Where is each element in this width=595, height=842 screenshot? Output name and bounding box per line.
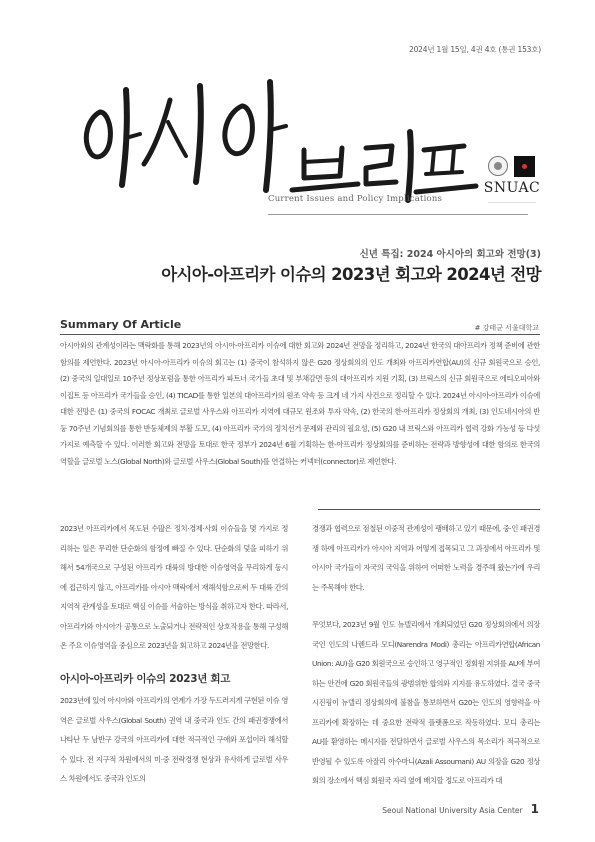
asia-center-mark-icon <box>514 156 535 177</box>
page-footer <box>382 802 539 816</box>
institution-name: SNUAC <box>483 180 541 196</box>
body-paragraph: 2023년 아프리카에서 목도된 수많은 정치·경제·사회 이슈들을 몇 가지로 정리하는 일은 무리한 단순화의 함정에 빠질 수 있다. 단순화의 덫을 피하기 위해서 54개국으로 구성된 아프리카 대륙의 방대한 이슈영역을 무리하게 동시에 접근하지 않고, 아프리카를 아시아 맥락에서 재해석함으로써 두 대륙 간의 지역적 관계성을 토대로 핵심 이슈를 서술하는 방식을 취하고자 한다. 따라서, 아프리카와 아시아가 공통으로 노출되거나 전략적인 상호작용을 통해 구성해 온 주요 이슈영역을 중심으로 2023년을 회고하고 2024년을 전망한다. <box>60 524 288 650</box>
body-column-right <box>312 519 540 791</box>
brush-logo-icon <box>60 60 480 210</box>
section-heading: 아시아-아프리카 이슈의 2023년 회고 <box>60 672 231 685</box>
body-column-left <box>60 519 288 789</box>
summary-end-divider <box>318 509 540 510</box>
asia-brief-logo <box>60 60 480 210</box>
summary-divider <box>60 334 540 335</box>
author-byline: # 강태균 서울대학교 <box>474 324 539 332</box>
snuac-logo <box>480 154 544 220</box>
footer-institution: Seoul National University Asia Center <box>382 806 523 815</box>
institution-subtext-icon: ———————————— <box>488 200 536 205</box>
body-paragraph: 무엇보다, 2023년 9월 인도 뉴델리에서 개최되었던 G20 정상회의에서 의장국인 인도의 나렌드라 모디(Narendra Modi) 총리는 아프리카연합(African Union: AU)을 G20 회원국으로 승인하고 영구적인 정회원 지위를 AU에 부여하는 안건에 G20 회원국들의 광범위한 합의와 지지를 유도하였다. 결국 중국 시진핑이 뉴델리 정상회의에 불참을 통보하면서 G20는 인도의 영향력을 아프리카에 확장하는 데 중요한 전략적 플랫폼으로 작동하였다. 모디 총리는 AU를 환영하는 메시지를 전달하면서 글로벌 사우스의 목소리가 적극적으로 반영될 수 있도록 아잘리 아수마니(Azali Assoumani) AU 의장을 G20 정상회의 장소에서 핵심 회원국 자리 옆에 배치할 정도로 아프리카 대 <box>312 620 540 785</box>
body-paragraph: 2023년에 있어 아시아와 아프리카의 연계가 가장 두드러지게 구현된 이슈 영역은 글로벌 사우스(Global South) 권역 내 중국과 인도 간의 패권경쟁에서 나타난 두 남반구 강국의 아프리카에 대한 적극적인 구애와 포섭이라 해석할 수 있다. 전 지구적 차원에서의 미·중 전략경쟁 현상과 유사하게 글로벌 사우스 차원에서도 중국과 인도의 <box>60 696 288 783</box>
page-number: 1 <box>530 802 539 816</box>
issue-info: 2024년 1월 15일, 4권 4호 (통권 153호) <box>409 45 541 54</box>
summary-paragraph: 아시아와의 관계성이라는 맥락화를 통해 2023년의 아시아-아프리카 이슈에 대한 회고와 2024년 전망을 정리하고, 2024년 한국의 대아프리카 정책 준비에 관한 함의를 제언한다. 2023년 아시아-아프리카 이슈의 회고는 (1) 중국이 참석하지 않은 G20 정상회의의 인도 개최와 아프리카연합(AU)의 신규 회원국으로 승인, (2) 중국의 일대일로 10주년 정상포럼을 통한 아프리카 파트너 국가들 초대 및 부채감면 등의 대아프리카 지원 기획, (3) 브릭스의 신규 회원국으로 에티오피아와 이집트 등 아프리카 국가들을 승인, (4) TICAD를 통한 일본의 대아프리카의 원조 약속 등 크게 네 가지 사건으로 정리할 수 있다. 2024년 아시아-아프리카 이슈에 대한 전망은 (1) 중국의 FOCAC 개최로 글로벌 사우스와 아프리카 지역에 대규모 원조와 투자 약속, (2) 한국의 한-아프리카 정상회의 개최, (3) 인도네시아의 반둥 70주년 기념회의를 통한 반둥체제의 부활 도모, (4) 아프리카 국가의 정치선거 문제와 관리의 필요성, (5) G20 내 브릭스와 아프리카 협력 강화 가능성 등 다섯 가지로 예측할 수 있다. 이러한 회고와 전망을 토대로 한국 정부가 2024년 6월 기획하는 한-아프리카 정상회의를 준비하는 전략과 방향성에 대한 함의로 한국의 역할을 글로벌 노스(Global North)와 글로벌 사우스(Global South)를 연결하는 커넥터(connector)로 제언한다. <box>60 341 540 466</box>
logo-subtitle: Current Issues and Policy Implications <box>268 194 443 204</box>
summary-text <box>60 338 540 470</box>
snu-emblem-icon <box>488 156 508 176</box>
page-title: 아시아-아프리카 이슈의 2023년 회고와 2024년 전망 <box>161 265 541 284</box>
body-paragraph: 경쟁과 협력으로 점철된 이중적 관계성이 팽배하고 있기 때문에, 중·인 패권경쟁 하에 아프리카가 아시아 지역과 어떻게 접목되고 그 과정에서 아프리카 및 아시아 국가들이 자국의 국익을 위하여 어떠한 노력을 경주해 왔는가에 우리는 주목해야 한다. <box>312 524 540 592</box>
summary-heading: Summary Of Article <box>60 318 182 331</box>
special-issue-label: 신년 특집: 2024 아시아의 회고와 전망(3) <box>359 249 541 260</box>
